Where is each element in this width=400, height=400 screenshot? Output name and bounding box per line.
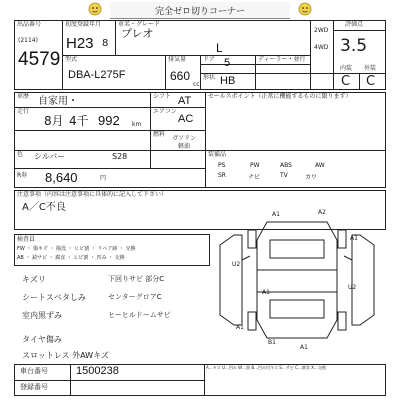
exterior-label: 外装 [364,65,377,72]
notes-label: セールスポイント（正常に機能するものに限ります） [208,93,352,100]
damage-mark: U2 [232,261,241,268]
equip-abs: ABS [280,162,292,169]
type-label: 型式 [65,56,78,63]
year-value: H23 [66,35,94,52]
remark-line-5: スロットレス 外AWキズ [22,351,109,360]
equip-sr: SR [218,172,226,179]
damage-mark: A1 [272,211,280,218]
damage-mark: B1 [268,339,276,346]
shift-label: シフト [153,93,172,100]
fuel-value: ガソリン [172,135,197,142]
doors-label: ドア [203,56,215,63]
drive-4wd: 4WD [314,44,329,51]
purpose-label: 車歴 [17,93,30,100]
year-label: 初度登録年月 [65,21,102,28]
legend: A…キズ U…凹み W…波 B…凹み付キズ S…サビ C…腐食 X…交換 [206,365,326,370]
remark-right-1: 下回りサビ 部分C [108,275,165,283]
cc-unit: cc [193,81,200,88]
remark-line-2: シートスベタしみ [22,293,86,302]
mileage-month: 8月 [44,114,64,128]
remark-right-2: センターグロアC [108,293,162,301]
equip-aw: AW [315,162,325,169]
cc-value: 660 [170,69,191,83]
month-value: 8 [102,38,109,49]
ac-label: エアコン [153,108,177,115]
record-label: 登録番号 [20,383,48,391]
mascot-left-icon [86,0,104,16]
remark-line-1: キズリ [22,275,46,284]
score-label: 評価点 [345,21,364,28]
fuel-label: 燃料 [153,131,166,138]
purpose-value: 自家用・ [38,96,78,107]
banner-title: 完全ゼロ切りコーナー [110,2,290,19]
model-value: プレオ [121,28,154,40]
dealer-label: ディーラー・並行 [258,56,306,63]
damage-mark: A1 [350,235,358,242]
shift-value: AT [178,95,192,107]
lot-number: 4579 [18,49,61,70]
reg-number: 1500238 [76,365,119,377]
equip-navi: ナビ [248,174,261,181]
interior-label: 内装 [340,65,353,72]
mileage-unit: km [132,121,142,128]
drive-2wd: 2WD [314,27,329,34]
model-label: 車名・グレード [118,21,161,28]
price-value: 8,640 [45,170,78,185]
exterior-grade: C [366,74,376,89]
fuel-sub: 軽油 [178,143,191,150]
damage-mark: A1 [262,289,270,296]
remark-line-4: タイヤ傷み [22,335,62,344]
score-value: 3.5 [340,36,368,56]
equip-ps: PS [218,162,226,169]
type-code: DBA-L275F [68,69,126,81]
mascot-right-icon [296,0,314,16]
equip-pw: PW [250,162,260,169]
ac-value: AC [178,113,194,125]
damage-mark: U2 [348,284,357,291]
mileage-label: 走行 [17,108,30,115]
reg-label: 車台番号 [20,367,48,375]
remark-value: A／C不良 [22,202,66,213]
remark-right-3: ヒーヒルドームサビ [108,311,171,319]
remarks-label: 注意事項（内容は注意事項に具体的に記入して下さい） [17,191,168,198]
shape-label: 形状 [203,74,216,81]
damage-mark: A1 [236,324,244,331]
doors-value: 5 [224,57,231,69]
inspector-row2: AB ・ 錆サビ ・ 腐食 ・ ヒビ割 ・ 凹み ・ 交換 [17,255,125,261]
color-value: シルバー [34,152,66,161]
price-label: R券 [17,172,28,179]
mileage-year: 4千 [69,114,89,128]
inspector-row1: FW ・ 傷キズ ・ 陥没 ・ ヒビ割 ・ リペア跡 ・ 交換 [17,246,136,252]
grade-value: L [216,41,223,55]
lot-label: 出品番号 [17,21,42,28]
cc-label: 排気量 [168,56,187,63]
equipment-label: 装備品 [208,151,227,158]
shape-value: HB [220,75,236,87]
equip-tv: TV [280,172,288,179]
color-label: 色 [17,151,24,158]
equip-leather: カワ [305,174,318,181]
color-code: S28 [112,152,128,161]
mileage-value: 992 [98,113,120,128]
damage-mark: A2 [318,209,326,216]
price-unit: 円 [100,175,107,182]
lot-sub: (2114) [18,37,38,44]
inspector-label: 検査員 [17,236,36,243]
interior-grade: C [341,74,351,89]
damage-mark: A1 [300,344,308,351]
remark-line-3: 室内黒ずみ [22,311,62,320]
